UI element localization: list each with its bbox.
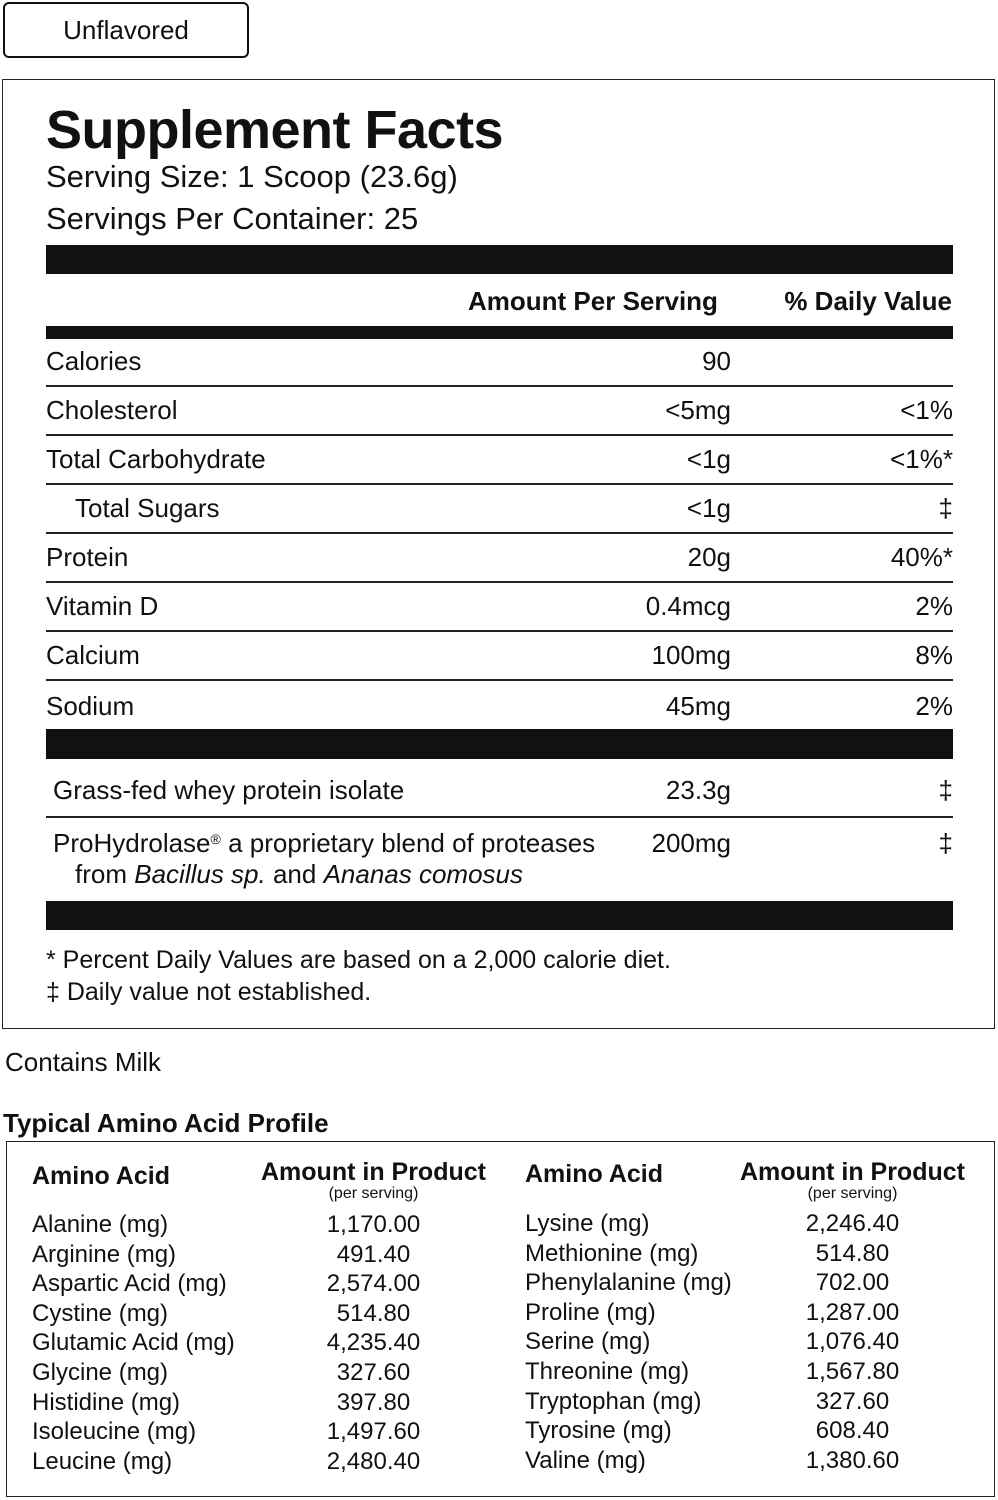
ingredient-row-prohydrolase (46, 826, 953, 896)
ingredient-label: Grass-fed whey protein isolate (53, 775, 405, 805)
nutrient-amount: <1g (686, 444, 731, 474)
amino-acid-name: Tryptophan (mg) (525, 1387, 702, 1415)
ingredient-daily-value: ‡ (938, 775, 953, 805)
amino-profile-title: Typical Amino Acid Profile (3, 1108, 329, 1138)
thick-divider-bottom (46, 901, 953, 930)
amino-acid-amount: 327.60 (815, 1387, 890, 1415)
amino-acid-name: Cystine (mg) (32, 1299, 169, 1327)
amino-header-amount-right: Amount in Product (740, 1158, 965, 1186)
ingredient-amount: 23.3g (665, 775, 731, 805)
nutrient-daily-value: 2% (915, 591, 953, 621)
ingredient-label: ProHydrolase® a proprietary blend of proteases (53, 828, 596, 858)
amino-acid-name: Valine (mg) (525, 1446, 646, 1474)
amino-acid-name: Tyrosine (mg) (525, 1417, 672, 1445)
amino-acid-amount: 1,076.40 (805, 1328, 900, 1356)
nutrient-label: Calories (46, 346, 142, 376)
nutrient-row (46, 583, 953, 632)
ingredient-row-whey (46, 772, 953, 818)
amino-acid-name: Histidine (mg) (32, 1388, 181, 1416)
supplement-facts-panel (2, 79, 995, 1029)
flavor-tab-unflavored[interactable]: Unflavored (3, 2, 249, 58)
amino-acid-amount: 327.60 (336, 1359, 411, 1386)
nutrient-label: Protein (46, 542, 129, 572)
nutrient-row (46, 436, 953, 485)
footnote-not-established: ‡ Daily value not established. (46, 978, 372, 1006)
amino-acid-amount: 1,380.60 (805, 1446, 900, 1474)
footnote-daily-values: * Percent Daily Values are based on a 2,000 calorie diet. (46, 946, 671, 974)
servings-per-container: Servings Per Container: 25 (46, 201, 419, 236)
amino-acid-amount: 2,480.40 (326, 1447, 421, 1475)
column-header-amount: Amount Per Serving (468, 286, 718, 316)
nutrient-row (46, 338, 953, 387)
amino-acid-amount: 514.80 (815, 1239, 890, 1267)
amino-header-sub-right: (per serving) (807, 1185, 898, 1202)
serving-size: Serving Size: 1 Scoop (23.6g) (46, 159, 458, 194)
nutrient-label: Calcium (46, 640, 140, 670)
amino-acid-amount: 1,497.60 (326, 1418, 421, 1446)
amino-acid-name: Proline (mg) (525, 1298, 656, 1326)
nutrient-daily-value: ‡ (938, 493, 953, 523)
registered-mark: ® (210, 831, 221, 847)
ingredient-daily-value: ‡ (938, 828, 953, 858)
amino-profile-table (6, 1141, 995, 1497)
amino-acid-amount: 608.40 (815, 1417, 890, 1445)
nutrient-amount: <1g (686, 493, 731, 523)
nutrient-amount: 0.4mcg (645, 591, 731, 621)
nutrient-row (46, 485, 953, 534)
amino-header-name-left: Amino Acid (32, 1162, 170, 1190)
amino-acid-amount: 2,246.40 (805, 1210, 900, 1237)
amino-acid-name: Methionine (mg) (525, 1239, 699, 1267)
nutrient-daily-value: <1%* (890, 444, 953, 474)
nutrient-amount: 45mg (665, 691, 731, 721)
amino-acid-name: Glycine (mg) (32, 1359, 169, 1386)
column-header-daily-value: % Daily Value (784, 286, 952, 316)
amino-acid-name: Serine (mg) (525, 1328, 651, 1356)
thick-divider-top (46, 245, 953, 274)
amino-acid-amount: 397.80 (336, 1388, 411, 1416)
amino-acid-name: Glutamic Acid (mg) (32, 1329, 235, 1357)
amino-acid-name: Lysine (mg) (525, 1210, 650, 1237)
nutrient-row (46, 534, 953, 583)
nutrient-amount: <5mg (665, 395, 731, 425)
amino-acid-amount: 2,574.00 (326, 1270, 421, 1298)
amino-acid-name: Arginine (mg) (32, 1240, 177, 1268)
nutrient-amount: 20g (687, 542, 731, 572)
thick-divider-middle (46, 729, 953, 759)
ingredient-label-line2: from Bacillus sp. and Ananas comosus (75, 859, 524, 889)
amino-acid-name: Threonine (mg) (525, 1358, 690, 1385)
amino-acid-amount: 514.80 (336, 1299, 411, 1327)
nutrient-amount: 90 (702, 346, 731, 376)
amino-acid-amount: 491.40 (336, 1240, 411, 1268)
amino-acid-amount: 702.00 (815, 1269, 890, 1297)
ingredient-amount: 200mg (651, 828, 731, 858)
nutrient-label: Sodium (46, 691, 135, 721)
amino-acid-name: Phenylalanine (mg) (525, 1269, 732, 1297)
nutrient-daily-value: 2% (915, 691, 953, 721)
nutrient-amount: 100mg (651, 640, 731, 670)
nutrient-daily-value: <1% (900, 395, 953, 425)
nutrient-row (46, 681, 953, 730)
nutrient-daily-value: 40%* (890, 542, 953, 572)
amino-header-amount-left: Amount in Product (261, 1158, 486, 1186)
amino-acid-name: Alanine (mg) (32, 1211, 169, 1238)
amino-acid-name: Aspartic Acid (mg) (32, 1270, 227, 1298)
amino-acid-amount: 1,567.80 (805, 1358, 900, 1385)
amino-acid-name: Isoleucine (mg) (32, 1418, 197, 1446)
amino-acid-amount: 4,235.40 (326, 1329, 421, 1357)
nutrient-daily-value: 8% (915, 640, 953, 670)
amino-acid-amount: 1,287.00 (805, 1298, 900, 1326)
allergen-statement: Contains Milk (5, 1047, 162, 1077)
amino-acid-name: Leucine (mg) (32, 1447, 173, 1475)
amino-acid-amount: 1,170.00 (326, 1211, 421, 1238)
amino-header-name-right: Amino Acid (525, 1160, 663, 1188)
nutrient-label: Cholesterol (46, 395, 178, 425)
nutrient-label: Total Carbohydrate (46, 444, 266, 474)
facts-title: Supplement Facts (46, 100, 504, 160)
amino-header-sub-left: (per serving) (328, 1185, 419, 1202)
nutrient-label: Vitamin D (46, 591, 159, 621)
nutrient-label: Total Sugars (75, 493, 220, 523)
nutrient-row (46, 632, 953, 681)
nutrient-row (46, 387, 953, 436)
